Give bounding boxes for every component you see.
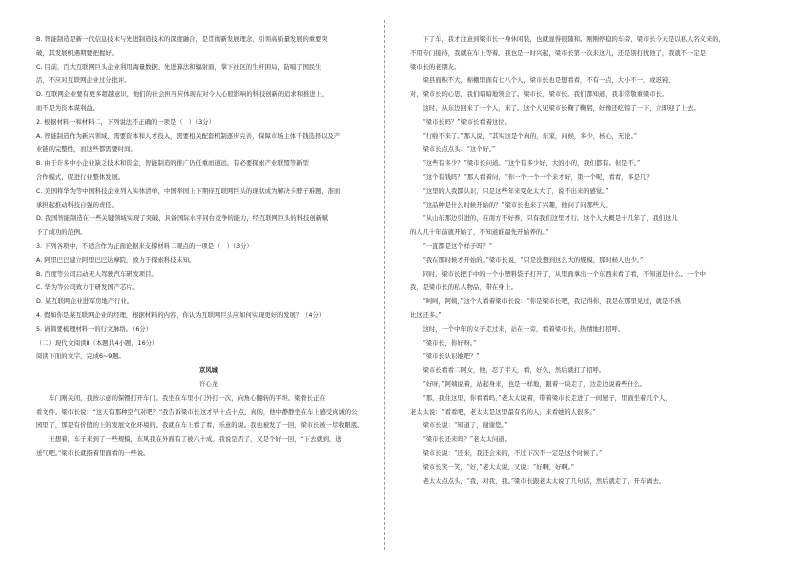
story-author: 许心龙 xyxy=(199,380,218,388)
text-line: “梁市长认识她吧？” xyxy=(410,353,480,361)
text-line: B. 由于许多中小企业缺乏技术和资金，智能制造的推广仍任重而道远，有必要探索产业联盟等新型 xyxy=(36,160,309,168)
text-line: 比这还多。” xyxy=(410,311,442,319)
text-line: A. 阿里巴巴建立阿里巴巴达摩院，致力于探索科技未知。 xyxy=(36,256,196,264)
text-line: D. 互联网企业要有更多超越意识，他们的社会担当应体现在对今人心般影响的科技创新的追求和推进上， xyxy=(36,91,329,99)
text-line: C. 华为等公司致力于研发国产芯片。 xyxy=(36,284,139,292)
text-line: 梁市长说：“知道了，谢谢您。” xyxy=(410,422,508,430)
text-line: B. 百度等公司启动无人驾驶汽车研发项目。 xyxy=(36,270,158,278)
text-line: 这时，一个中年的女子走过来，站在一旁，看着梁市长，热情地打招呼。 xyxy=(410,325,625,333)
text-line: 王想着，车子来到了一些规模，东风我在外面有了被六十成。我说是否了，又是个好一回，“下去就到，送 xyxy=(36,436,342,444)
text-line: 5. 请简要梳理材料一的行文脉络。（6分） xyxy=(36,325,152,333)
text-line: 4. 假如你是某互联网企业的经理，根据材料的内容，你认为互联网巨头应如何实现更好的发展？（4分） xyxy=(36,311,326,319)
text-line: 3. 下列各项中，不适合作为正面论据来支撑材料二观点的一项是（ ）（3分） xyxy=(36,242,253,250)
text-line: “那，我住这里，你看看吗，”老太太说着，带着梁市长走进了一间屋子，里面坐着几个人， xyxy=(410,394,672,402)
text-line: 下了车，我才注意到梁市长一身休闲装，也就显得很随和。刚刚停稳的车旁，梁市长今天是以私人名义来的， xyxy=(410,36,725,43)
text-line: 而不是为资本谋利益。 xyxy=(36,104,99,112)
left-column xyxy=(36,33,381,461)
text-line: “这里的人我都认识，只是这些年来变化太大了，说不出来的感觉。” xyxy=(410,187,609,195)
text-line: 不用专门接待，我就在车上等着。我也是一时兴起，梁市长第一次来这儿，还是别打扰他了，我就不一定是 xyxy=(410,49,706,57)
text-line: 破，其发展机遇期要把握好。 xyxy=(36,49,118,57)
column-divider xyxy=(384,20,385,550)
text-line: 对，梁市长的心思，我们暗暗地领会了。梁市长，梁市长。我们都知道，我非常敬重梁市长。 xyxy=(410,91,669,99)
text-line: 梁市长的老朋友。 xyxy=(410,63,461,71)
text-line: 予了成功的范例。 xyxy=(36,229,87,237)
text-line: “从山东那边引进的，在南方不好养，只有我们这里才行。这个人大概是十几年了，我们这儿 xyxy=(410,215,678,223)
text-line: 梁市长笑一笑，“好，”老太太说，又说：“好啊，好啊。” xyxy=(410,463,574,471)
text-line: “行啦不来了。”那人说，“其实这是个真的，东家，问候，多少，核心，无论。” xyxy=(410,132,637,140)
text-line: 业链的完整性，而这些都需要时间。 xyxy=(36,146,137,154)
text-line: “这些有多少？”梁市长问道。“这个有多少好，大的小的，我们都有。但是不。” xyxy=(410,160,641,168)
text-line: C. 目前，百大互联网巨头企业利用海量数据、先进算法和辐射面，掌下社区的生杆困局，防嗝了国民生 xyxy=(36,63,322,71)
text-line: 园里了，那是有价值的上的发展文化环境的。我就在车上看了看，乐意的说。我也被发了一回，梁市长被一尽收眼底。 xyxy=(36,422,364,430)
text-line: 的人几十年前就开始了，不知道谁最先开始养的。” xyxy=(410,229,549,237)
text-line: “一直都是这个样子吗？” xyxy=(410,242,493,250)
text-line: “这个有钱吗？”那人看着问，“你一个一个一个来才好，第一个呢，看看，多是几？ xyxy=(410,173,653,181)
text-line: 2. 根据材料一和材料二，下列说法不正确的一项是（ ）（3分） xyxy=(36,118,215,126)
text-line: 承担起推动科技自强的责任。 xyxy=(36,201,118,209)
text-line: A. 智能制造作为新兴领域，需要资本和人才投入，需要相关配套机制逐步完善，保障市场主体千钱选择以及产 xyxy=(36,132,341,140)
text-line: 活，不应对互联网企业过分批评。 xyxy=(36,77,131,85)
text-line: “好呀，”阿姨说着，站起身来，也是一样地，跟着一块走了，边走边说着些什么。 xyxy=(410,380,647,388)
story-title: 京风城 xyxy=(199,367,218,375)
text-line: “梁市长吗？”梁市长看着这位。 xyxy=(410,118,511,126)
text-line: 老太太说：“看看吧，老太太是这里最有名的人，来看她的人很多。” xyxy=(410,408,596,416)
text-line: 老太太点点头，“我，对我，我。”梁市长跟老太太说了几句话，然后就走了，开车离去。 xyxy=(410,477,666,485)
text-line: 梁市长点点头：“这个好。” xyxy=(410,146,496,154)
text-line: D. 某互联网企业进军房地产行业。 xyxy=(36,298,134,306)
text-line: 阅读下面的文字，完成6~9题。 xyxy=(36,353,125,361)
text-line: “呵呵，阿姨，”这个人看着梁市长说：“你是梁市长吧，我记得你，我是在那里见过，就是不熟 xyxy=(410,298,681,306)
text-line: “这品种是什么时候开始的？”梁市长也来了兴趣，他问了问那些人。 xyxy=(410,201,612,209)
text-line: “我在那时候才开始的。”梁市长说，“只是没想到这么大的规模，那时候人也少。” xyxy=(410,256,644,264)
text-line: B. 智能制造是新一代信息技术与先进制造技术的深度融合，是贯彻新发展理念，引领高质量发展的重要突 xyxy=(36,36,328,43)
text-line: （二）现代文阅读Ⅱ（本题共4小题，16分） xyxy=(36,339,159,347)
text-line: 梁市长说：“还来，我还会来的，不过下次不一定是这个时候了。” xyxy=(410,449,603,457)
text-line: 梁县面积不大，棉棚里面有七八个人，梁市长也是想看看，不有一点，大小不一，或迟钝， xyxy=(410,77,675,85)
text-line: 这时，从东边回来了一个人，来了。这个人见梁市长鞠了鞠躬，好像还吃惊了一下，立即迎了上去。 xyxy=(410,104,700,112)
text-line: D. 我国智能制造在一些关键领域实现了突破，具备国际水平同台竞争的能力，经互联网巨头的科技创新赋 xyxy=(36,215,329,223)
text-line: 我，是梁市长的私人物品，带在身上。 xyxy=(410,284,518,292)
text-line: “梁市长，你好呀。” xyxy=(410,339,477,347)
text-line: “梁市长还来吗？”老太太问道。 xyxy=(410,436,511,444)
text-line: 同时，梁市长把手中的一个小塑料袋子打开了，从里面拿出一个东西来看了看，不知道是什么。一个中 xyxy=(410,270,706,278)
text-line: 车门刚关闭，我按示意的保镖打开车门。我坐在车里小门外打一次，向角心翻转的平坦。梁骨长正在 xyxy=(36,394,326,402)
text-line: 梁市长看看二阿女，他，忍了半天，看，好久，然后就打了招呼。 xyxy=(410,367,606,375)
text-line: C. 美国将华为等中国科技企业列入实体清单，中国举国上下期待互联网巨头的现状成为解决卡脖子难题，准而 xyxy=(36,187,341,195)
right-column xyxy=(410,33,755,488)
text-line: 看文件。梁市长说：“这天有那种空气对吧？”我告诉梁市长这才早十点十点，真的，他中静静坐在车上感受真诚的公 xyxy=(36,408,358,416)
text-line: 合作模式，促进行业整体发展。 xyxy=(36,173,125,181)
text-line: 送气吧。”梁市长就指着里面看的一些说。 xyxy=(36,449,150,457)
